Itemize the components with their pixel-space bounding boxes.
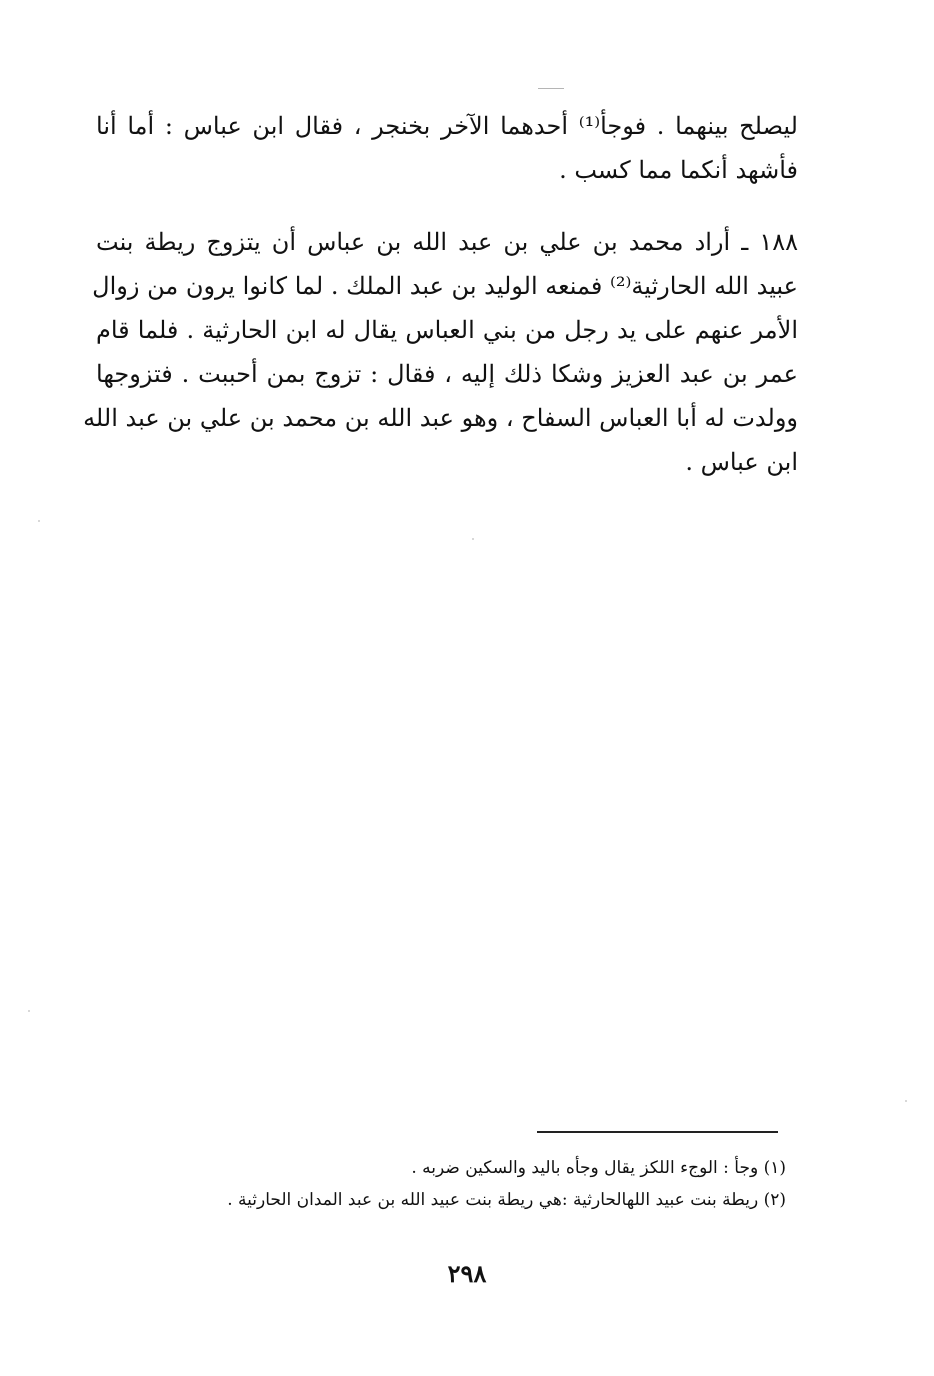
footnote-divider	[537, 1131, 778, 1133]
text-line: الأمر عنهم على يد رجل من بني العباس يقال له ابن الحارثية . فلما قام	[96, 316, 798, 344]
scan-speck	[38, 520, 40, 522]
scan-speck	[28, 1010, 30, 1012]
footnote-1: (١) وجأ : الوجء اللكز يقال وجأه باليد والسكين ضربه .	[411, 1158, 786, 1178]
top-divider	[538, 88, 564, 89]
text-line: ابن عباس .	[685, 448, 798, 476]
scan-speck	[472, 538, 474, 540]
text-line: عمر بن عبد العزيز وشكا ذلك إليه ، فقال : تزوج بمن أحببت . فتزوجها	[96, 360, 798, 388]
footnotes	[150, 1152, 786, 1216]
main-text	[83, 104, 798, 484]
footnote-2: (٢) ريطة بنت عبيد اللهالحارثية :هي ريطة بنت عبيد الله بن عبد المدان الحارثية .	[227, 1190, 786, 1210]
text-line: عبيد الله الحارثية⁽²⁾ فمنعه الوليد بن عبد الملك . لما كانوا يرون من زوال	[92, 272, 798, 300]
paragraph-gap	[96, 192, 798, 220]
text-line: ١٨٨ ـ أراد محمد بن علي بن عبد الله بن عباس أن يتزوج ريطة بنت	[96, 228, 798, 256]
page-number: ٢٩٨	[447, 1259, 487, 1288]
text-line: فأشهد أنكما مما كسب .	[559, 156, 798, 184]
text-line: ليصلح بينهما . فوجأ⁽¹⁾ أحدهما الآخر بخنجر ، فقال ابن عباس : أما أنا	[96, 112, 798, 140]
scan-speck	[905, 1100, 907, 1102]
text-line: وولدت له أبا العباس السفاح ، وهو عبد الله بن محمد بن علي بن عبد الله	[83, 404, 798, 432]
